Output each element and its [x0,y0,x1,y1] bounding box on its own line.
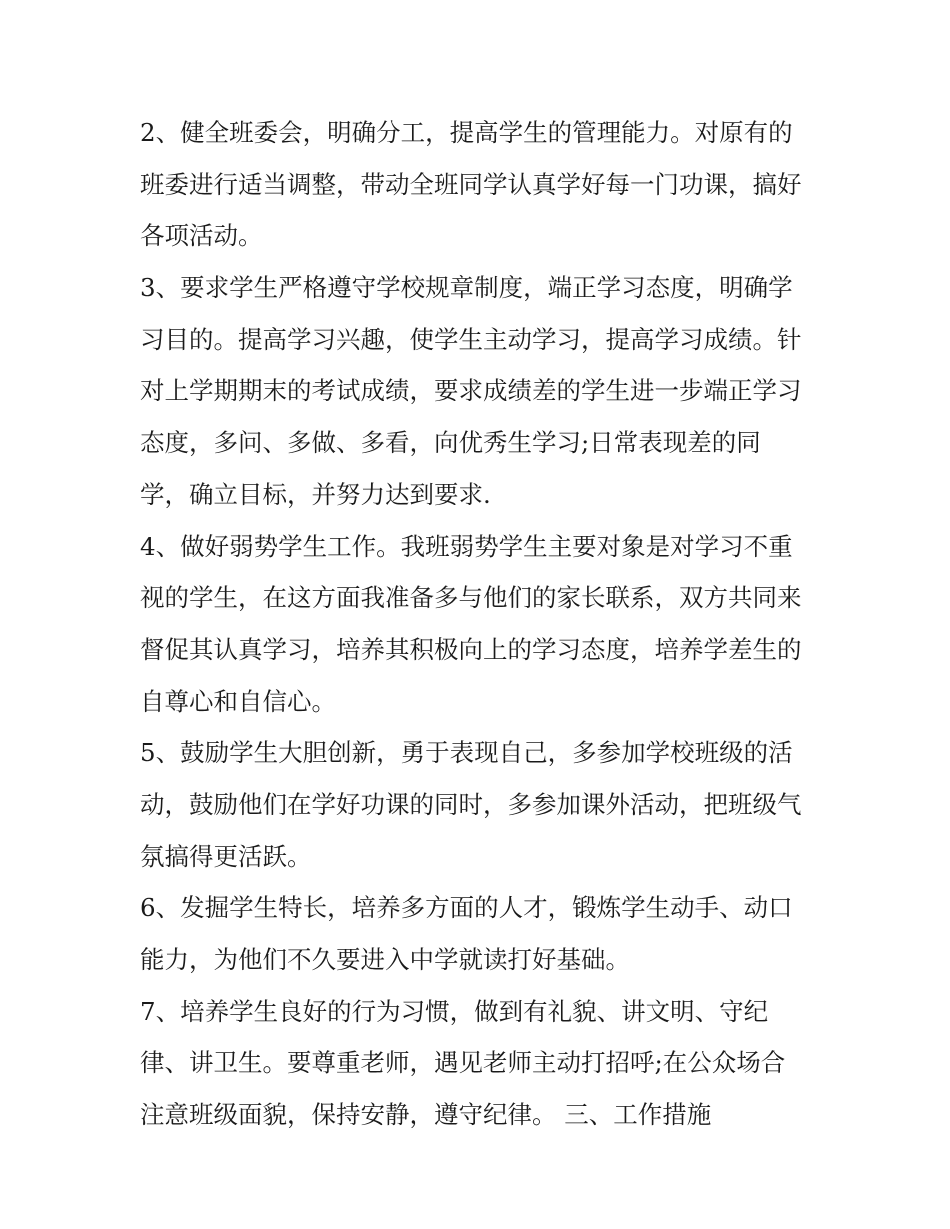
document-body [140,107,820,1141]
text-line: 律、讲卫生。要尊重老师，遇见老师主动打招呼;在公众场合 [140,1048,786,1078]
text-line: 习目的。提高学习兴趣，使学生主动学习，提高学习成绩。针 [140,324,802,354]
text-line: 督促其认真学习，培养其积极向上的学习态度，培养学差生的 [140,634,802,664]
text-line: 班委进行适当调整，带动全班同学认真学好每一门功课，搞好 [140,169,802,199]
text-line: 6、发掘学生特长，培养多方面的人才，锻炼学生动手、动口 [140,893,793,923]
text-line: 7、培养学生良好的行为习惯，做到有礼貌、讲文明、守纪 [140,996,769,1026]
text-line: 动，鼓励他们在学好功课的同时，多参加课外活动，把班级气 [140,789,802,819]
text-line: 氛搞得更活跃。 [140,841,312,871]
text-line: 学，确立目标，并努力达到要求. [140,479,491,509]
text-line: 2、健全班委会，明确分工，提高学生的管理能力。对原有的 [140,118,793,147]
text-line: 对上学期期末的考试成绩，要求成绩差的学生进一步端正学习 [140,376,802,406]
text-line: 自尊心和自信心。 [140,686,336,716]
text-line: 4、做好弱势学生工作。我班弱势学生主要对象是对学习不重 [140,531,793,561]
text-line: 5、鼓励学生大胆创新，勇于表现自己，多参加学校班级的活 [140,738,793,768]
text-line: 注意班级面貌，保持安静，遵守纪律。 三、工作措施 [140,1100,712,1130]
text-line: 各项活动。 [140,221,263,251]
text-line: 视的学生，在这方面我准备多与他们的家长联系，双方共同来 [140,583,802,613]
text-line: 态度，多问、多做、多看，向优秀生学习;日常表现差的同 [140,428,761,458]
text-line: 3、要求学生严格遵守学校规章制度，端正学习态度，明确学 [140,273,793,303]
text-line: 能力，为他们不久要进入中学就读打好基础。 [140,945,630,974]
